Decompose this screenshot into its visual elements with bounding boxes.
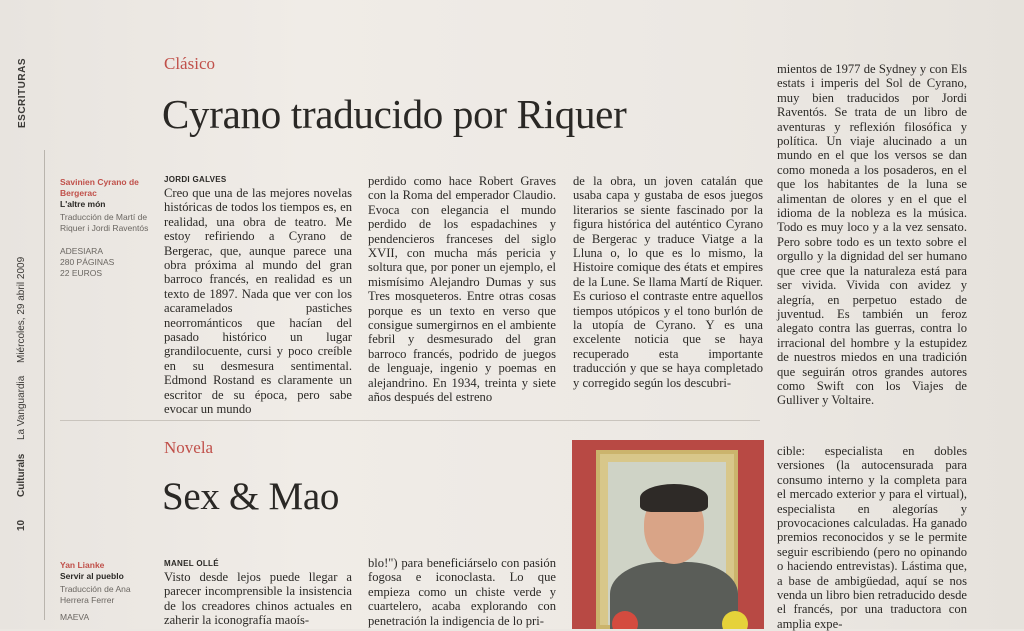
article1-byline: JORDI GALVES xyxy=(164,175,227,184)
article1-kicker: Clásico xyxy=(164,54,215,73)
article2-column-2: blo!") para beneficiárselo con pasión fogosa e iconoclasta. Lo que empieza como un chiste verde y cuartelero, acaba explorando con penetración la indigencia de lo pri- xyxy=(368,556,556,628)
article2-column-1: Visto desde lejos puede llegar a parecer incomprensible la insistencia de los creadores chinos actuales en zaherir la iconografía maoís- xyxy=(164,570,352,628)
article1-headline: Cyrano traducido por Riquer xyxy=(162,91,627,137)
article2-book-info xyxy=(60,560,152,623)
article2-kicker: Novela xyxy=(164,438,214,457)
book-translation: Traducción de Martí de Riquer i Jordi Raventós xyxy=(60,212,149,233)
article2-column-4: cible: especialista en dobles versiones (la autocensurada para consumo interno y la completa para el mercado exterior y para el virtual), especialista en alegorías y provocaciones calculadas. Ha ganado premios reconocidos y se le permite seguir escribiendo (pero no opinando o haciendo entrevistas). Lástima que, a base de ambigüedad, aquí se nos venda un libro bien retraducido desde el francés, por una traductora con amplia expe- xyxy=(777,444,967,631)
book-price: 22 EUROS xyxy=(60,268,103,278)
supplement-name: Culturals xyxy=(16,453,27,497)
newspaper-name: La Vanguardia xyxy=(16,375,27,440)
book-publisher: ADESIARA xyxy=(60,246,103,256)
mao-portrait-photo xyxy=(572,440,764,629)
book-publisher: MAEVA xyxy=(60,612,90,622)
article1-column-3: de la obra, un joven catalán que usaba capa y gustaba de esos juegos literarios se siente fascinado por la figura histórica del auténtico Cyrano de Bergerac y traduce Viatge a la Lluna o, lo que es lo mismo, la Histoire comique des états et empires de la Lune. Se llama Martí de Riquer. Es curioso el contraste entre aquellos tiempos utópicos y el tono burlón de la utopía de Cyrano. Y es una excelente noticia que se haya recuperado esta importante traducción y que se haya completado y corregido según los descubri- xyxy=(573,174,763,390)
book-translation: Traducción de Ana Herrera Ferrer xyxy=(60,584,131,605)
article1-column-4: mientos de 1977 de Sydney y con Els estats i imperis del Sol de Cyrano, muy bien traducidos por Jordi Raventós. Se trata de un libro de aventuras y reflexión filosófica y política. Un viaje alucinado a un mundo en el que los versos se dan como moneda a los posaderos, en el que los habitantes de la luna se alimentan de olores y en el que el idioma de la nobleza es la música. Todo es muy loco y a la vez sensato. Pero sobre todo es un texto sobre el orgullo y la dignidad del ser humano que cree que la naturaleza está para ser vivida. Vivida con avidez y alegría, en perpetuo estado de juventud. Es también un feroz alegato contra las guerras, contra lo irracional del hombre y la estupidez de nuestros miedos en una tradición que seguirán otros grandes autores como Swift con los Viajes de Gulliver y Voltaire. xyxy=(777,62,967,408)
book-author: Yan Lianke xyxy=(60,560,105,570)
article1-column-2: perdido como hace Robert Graves con la Roma del emperador Claudio. Evoca con elegancia el mundo perdido de los espadachines y pendencieros franceses del siglo XVII, con mucha más pericia y soltura que, por poner un ejemplo, el mismísimo Alejandro Dumas y sus Tres mosqueteros. Entre otras cosas porque es un texto en verso que consigue sumergirnos en el ambiente febril y desmesurado del gran barroco francés, podrido de juegos de lenguaje, ingenio y poemas en alejandrino. En 1934, treinta y siete años después del estreno xyxy=(368,174,556,405)
book-title: L'altre món xyxy=(60,199,106,209)
book-author: Savinien Cyrano de Bergerac xyxy=(60,177,139,198)
issue-date: Miércoles, 29 abril 2009 xyxy=(16,256,27,363)
book-pages: 280 PÁGINAS xyxy=(60,257,115,267)
page-folio xyxy=(0,0,50,629)
article1-column-1: Creo que una de las mejores novelas históricas de todos los tiempos es, en realidad, una obra de teatro. Me estoy refiriendo a Cyrano de Bergerac, que, aunque parece una obra próxima al mundo del gran barroco francés, en realidad es un texto de 1897. Nada que ver con los acaramelados pastiches neorrománticos que hacían del pasado histórico un lugar grandilocuente, cursi y poco creíble en su desmesura sentimental. Edmond Rostand es claramente un escritor de su época, pero sabe evocar un mundo xyxy=(164,186,352,417)
article1-book-info xyxy=(60,177,152,279)
portrait-frame xyxy=(596,450,738,629)
article2-byline: MANEL OLLÉ xyxy=(164,559,219,568)
page-number: 10 xyxy=(16,519,27,531)
yellow-balloon xyxy=(722,611,748,629)
book-title: Servir al pueblo xyxy=(60,571,124,581)
article2-headline: Sex & Mao xyxy=(162,475,340,518)
folio-divider xyxy=(44,150,45,620)
section-label: ESCRITURAS xyxy=(17,57,28,128)
section-divider xyxy=(60,420,760,421)
